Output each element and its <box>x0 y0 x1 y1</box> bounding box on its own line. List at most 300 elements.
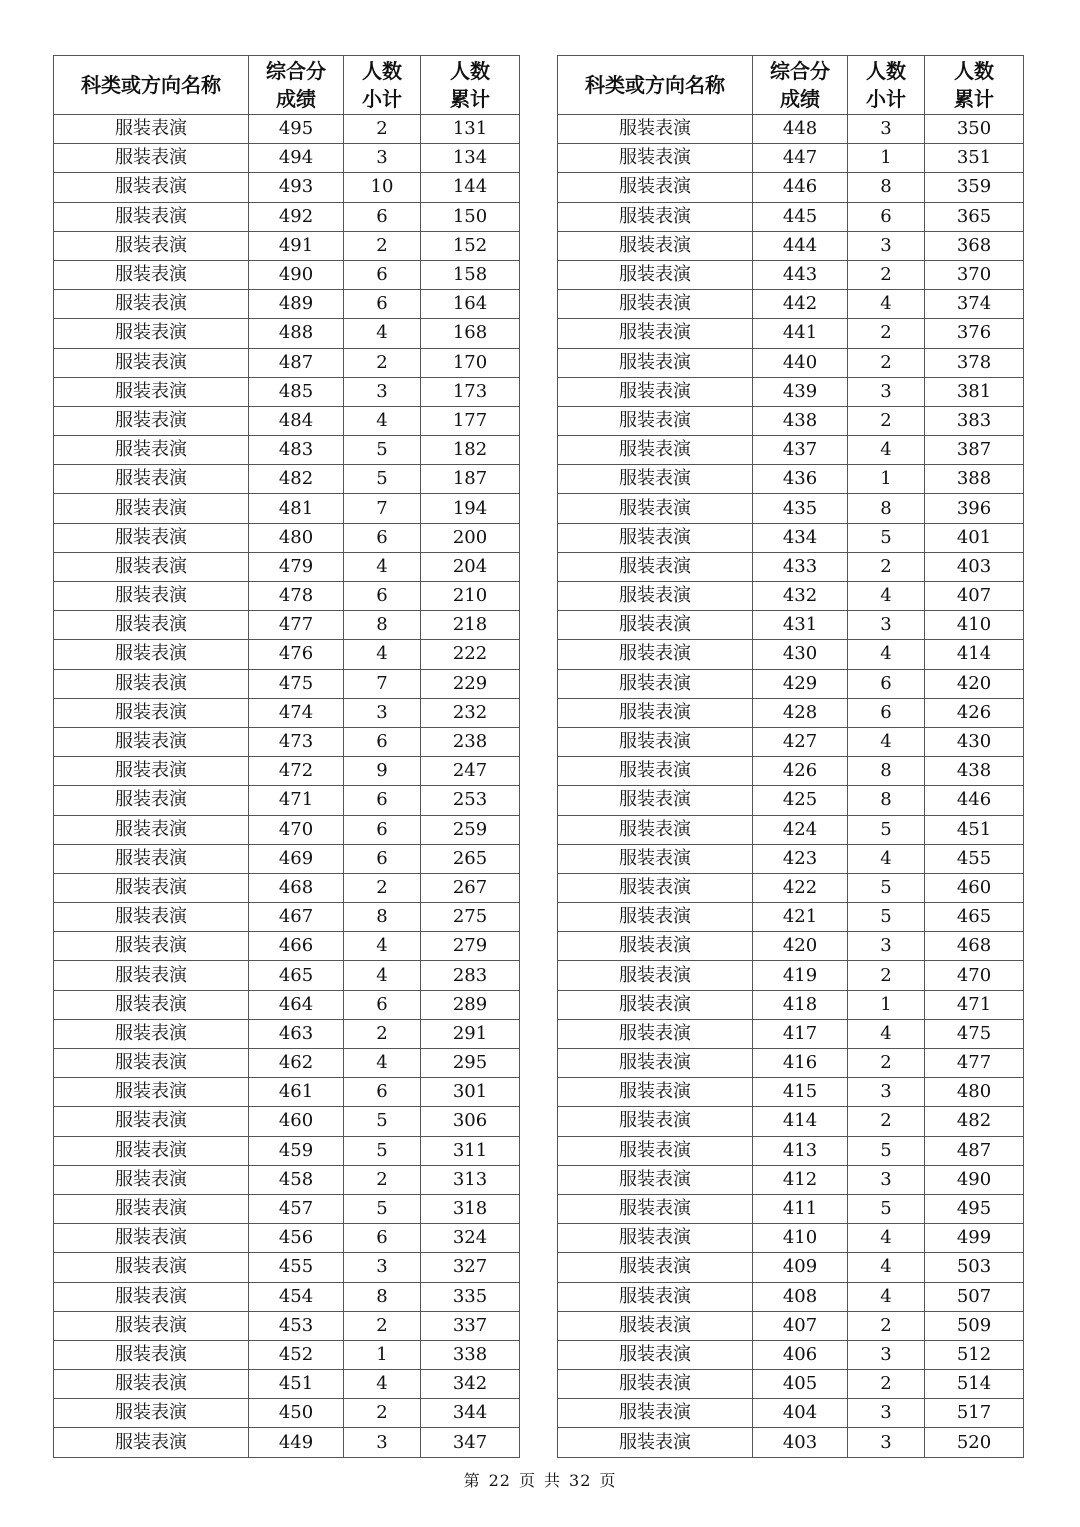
cell-count: 6 <box>344 290 421 319</box>
table-row <box>54 202 520 231</box>
cell-name: 服装表演 <box>54 1136 249 1165</box>
cell-name: 服装表演 <box>558 1282 753 1311</box>
cell-score: 484 <box>249 406 344 435</box>
cell-cumulative: 507 <box>925 1282 1024 1311</box>
cell-cumulative: 376 <box>925 319 1024 348</box>
cell-cumulative: 134 <box>421 144 520 173</box>
cell-name: 服装表演 <box>558 1311 753 1340</box>
cell-score: 430 <box>753 640 848 669</box>
cell-score: 455 <box>249 1253 344 1282</box>
table-row <box>54 465 520 494</box>
cell-score: 433 <box>753 552 848 581</box>
header-cumulative-line1: 人数 <box>450 59 490 83</box>
cell-name: 服装表演 <box>54 1078 249 1107</box>
cell-cumulative: 365 <box>925 202 1024 231</box>
cell-count: 3 <box>344 698 421 727</box>
cell-cumulative: 306 <box>421 1107 520 1136</box>
table-row <box>558 961 1024 990</box>
cell-name: 服装表演 <box>558 786 753 815</box>
cell-score: 434 <box>753 523 848 552</box>
cell-cumulative: 347 <box>421 1428 520 1457</box>
cell-count: 6 <box>344 1078 421 1107</box>
cell-count: 4 <box>848 290 925 319</box>
cell-count: 8 <box>848 173 925 202</box>
cell-cumulative: 451 <box>925 815 1024 844</box>
cell-count: 9 <box>344 757 421 786</box>
cell-name: 服装表演 <box>558 1399 753 1428</box>
cell-cumulative: 194 <box>421 494 520 523</box>
cell-score: 417 <box>753 1019 848 1048</box>
header-score-line2: 成绩 <box>276 87 316 111</box>
cell-score: 475 <box>249 669 344 698</box>
cell-cumulative: 430 <box>925 727 1024 756</box>
cell-score: 432 <box>753 582 848 611</box>
cell-cumulative: 150 <box>421 202 520 231</box>
cell-cumulative: 131 <box>421 115 520 144</box>
table-row <box>558 844 1024 873</box>
cell-name: 服装表演 <box>54 494 249 523</box>
cell-name: 服装表演 <box>558 552 753 581</box>
cell-cumulative: 210 <box>421 582 520 611</box>
cell-name: 服装表演 <box>558 231 753 260</box>
cell-cumulative: 218 <box>421 611 520 640</box>
table-row <box>54 640 520 669</box>
header-cumulative <box>925 56 1024 115</box>
cell-name: 服装表演 <box>54 1165 249 1194</box>
cell-score: 493 <box>249 173 344 202</box>
cell-score: 470 <box>249 815 344 844</box>
cell-name: 服装表演 <box>558 260 753 289</box>
cell-count: 2 <box>344 1399 421 1428</box>
table-row <box>54 319 520 348</box>
header-score <box>249 56 344 115</box>
cell-name: 服装表演 <box>558 1165 753 1194</box>
cell-count: 4 <box>848 640 925 669</box>
header-count <box>344 56 421 115</box>
table-row <box>54 1194 520 1223</box>
cell-name: 服装表演 <box>54 465 249 494</box>
table-row <box>54 611 520 640</box>
cell-score: 444 <box>753 231 848 260</box>
cell-count: 3 <box>848 1165 925 1194</box>
cell-name: 服装表演 <box>558 815 753 844</box>
cell-name: 服装表演 <box>558 290 753 319</box>
header-name: 科类或方向名称 <box>558 56 753 115</box>
cell-name: 服装表演 <box>54 260 249 289</box>
cell-count: 4 <box>344 932 421 961</box>
table-row <box>54 582 520 611</box>
cell-cumulative: 401 <box>925 523 1024 552</box>
cell-name: 服装表演 <box>54 757 249 786</box>
cell-cumulative: 517 <box>925 1399 1024 1428</box>
cell-score: 478 <box>249 582 344 611</box>
cell-cumulative: 482 <box>925 1107 1024 1136</box>
page-total: 32 <box>569 1471 592 1490</box>
cell-score: 452 <box>249 1340 344 1369</box>
cell-count: 3 <box>848 231 925 260</box>
cell-score: 467 <box>249 903 344 932</box>
header-count-line1: 人数 <box>362 59 402 83</box>
cell-count: 1 <box>848 990 925 1019</box>
table-row <box>558 990 1024 1019</box>
table-row <box>54 260 520 289</box>
cell-cumulative: 168 <box>421 319 520 348</box>
table-row <box>558 786 1024 815</box>
cell-score: 404 <box>753 1399 848 1428</box>
cell-count: 3 <box>848 1428 925 1457</box>
cell-name: 服装表演 <box>54 611 249 640</box>
header-cumulative-line2: 累计 <box>450 87 490 111</box>
footer-total-word: 共 <box>544 1471 562 1490</box>
cell-name: 服装表演 <box>54 669 249 698</box>
cell-count: 4 <box>848 436 925 465</box>
table-row <box>54 1165 520 1194</box>
cell-name: 服装表演 <box>54 1428 249 1457</box>
cell-name: 服装表演 <box>54 961 249 990</box>
cell-name: 服装表演 <box>558 640 753 669</box>
cell-count: 1 <box>344 1340 421 1369</box>
cell-name: 服装表演 <box>54 815 249 844</box>
cell-cumulative: 247 <box>421 757 520 786</box>
cell-score: 420 <box>753 932 848 961</box>
table-row <box>558 1049 1024 1078</box>
table-row <box>558 202 1024 231</box>
cell-count: 4 <box>344 1370 421 1399</box>
cell-count: 5 <box>848 815 925 844</box>
cell-count: 2 <box>848 961 925 990</box>
table-body-right <box>558 115 1024 1458</box>
cell-score: 485 <box>249 377 344 406</box>
header-cumulative <box>421 56 520 115</box>
cell-name: 服装表演 <box>54 1224 249 1253</box>
cell-count: 8 <box>344 1282 421 1311</box>
cell-cumulative: 158 <box>421 260 520 289</box>
cell-cumulative: 177 <box>421 406 520 435</box>
header-score-line1: 综合分 <box>266 59 326 83</box>
table-row <box>54 377 520 406</box>
header-score <box>753 56 848 115</box>
cell-score: 418 <box>753 990 848 1019</box>
cell-cumulative: 378 <box>925 348 1024 377</box>
table-row <box>558 1428 1024 1457</box>
cell-name: 服装表演 <box>558 698 753 727</box>
cell-score: 480 <box>249 523 344 552</box>
cell-count: 2 <box>344 231 421 260</box>
cell-count: 3 <box>344 1253 421 1282</box>
cell-score: 494 <box>249 144 344 173</box>
table-row <box>54 1253 520 1282</box>
cell-score: 424 <box>753 815 848 844</box>
cell-score: 413 <box>753 1136 848 1165</box>
cell-score: 445 <box>753 202 848 231</box>
cell-cumulative: 267 <box>421 873 520 902</box>
cell-score: 454 <box>249 1282 344 1311</box>
cell-cumulative: 253 <box>421 786 520 815</box>
cell-cumulative: 200 <box>421 523 520 552</box>
table-row <box>558 1194 1024 1223</box>
cell-score: 490 <box>249 260 344 289</box>
cell-score: 459 <box>249 1136 344 1165</box>
cell-score: 405 <box>753 1370 848 1399</box>
cell-count: 2 <box>344 1311 421 1340</box>
table-row <box>54 990 520 1019</box>
cell-score: 481 <box>249 494 344 523</box>
cell-cumulative: 475 <box>925 1019 1024 1048</box>
cell-cumulative: 370 <box>925 260 1024 289</box>
cell-cumulative: 471 <box>925 990 1024 1019</box>
cell-score: 407 <box>753 1311 848 1340</box>
score-table-left <box>53 55 520 1458</box>
header-cumulative-line1: 人数 <box>954 59 994 83</box>
cell-cumulative: 359 <box>925 173 1024 202</box>
cell-cumulative: 351 <box>925 144 1024 173</box>
cell-score: 410 <box>753 1224 848 1253</box>
table-row <box>54 727 520 756</box>
cell-count: 4 <box>848 1282 925 1311</box>
table-row <box>558 1311 1024 1340</box>
cell-score: 462 <box>249 1049 344 1078</box>
cell-count: 8 <box>848 494 925 523</box>
cell-count: 7 <box>344 494 421 523</box>
cell-count: 6 <box>344 727 421 756</box>
cell-count: 6 <box>344 523 421 552</box>
cell-score: 441 <box>753 319 848 348</box>
cell-name: 服装表演 <box>558 669 753 698</box>
cell-cumulative: 495 <box>925 1194 1024 1223</box>
cell-score: 464 <box>249 990 344 1019</box>
cell-score: 495 <box>249 115 344 144</box>
table-row <box>54 552 520 581</box>
cell-cumulative: 265 <box>421 844 520 873</box>
cell-cumulative: 324 <box>421 1224 520 1253</box>
cell-name: 服装表演 <box>558 319 753 348</box>
cell-score: 416 <box>753 1049 848 1078</box>
cell-name: 服装表演 <box>54 844 249 873</box>
table-row <box>54 1224 520 1253</box>
cell-cumulative: 182 <box>421 436 520 465</box>
table-row <box>558 552 1024 581</box>
cell-count: 8 <box>848 786 925 815</box>
cell-score: 483 <box>249 436 344 465</box>
cell-cumulative: 403 <box>925 552 1024 581</box>
cell-score: 446 <box>753 173 848 202</box>
cell-cumulative: 520 <box>925 1428 1024 1457</box>
cell-name: 服装表演 <box>558 611 753 640</box>
table-row <box>558 1078 1024 1107</box>
cell-name: 服装表演 <box>558 1224 753 1253</box>
cell-name: 服装表演 <box>558 144 753 173</box>
table-row <box>54 115 520 144</box>
cell-count: 2 <box>344 115 421 144</box>
cell-count: 2 <box>848 348 925 377</box>
cell-cumulative: 503 <box>925 1253 1024 1282</box>
cell-count: 5 <box>848 1136 925 1165</box>
cell-cumulative: 426 <box>925 698 1024 727</box>
cell-count: 7 <box>344 669 421 698</box>
table-row <box>558 115 1024 144</box>
cell-cumulative: 468 <box>925 932 1024 961</box>
header-count-line1: 人数 <box>866 59 906 83</box>
cell-cumulative: 152 <box>421 231 520 260</box>
cell-count: 3 <box>344 144 421 173</box>
cell-name: 服装表演 <box>54 115 249 144</box>
cell-score: 431 <box>753 611 848 640</box>
cell-score: 473 <box>249 727 344 756</box>
cell-score: 436 <box>753 465 848 494</box>
cell-score: 477 <box>249 611 344 640</box>
table-row <box>558 757 1024 786</box>
cell-count: 2 <box>848 319 925 348</box>
table-row <box>558 1224 1024 1253</box>
cell-cumulative: 295 <box>421 1049 520 1078</box>
table-row <box>54 1078 520 1107</box>
table-row <box>558 1370 1024 1399</box>
table-row <box>54 1399 520 1428</box>
table-row <box>558 173 1024 202</box>
table-row <box>558 1253 1024 1282</box>
cell-score: 468 <box>249 873 344 902</box>
cell-count: 1 <box>848 465 925 494</box>
table-row <box>558 611 1024 640</box>
cell-cumulative: 342 <box>421 1370 520 1399</box>
cell-count: 3 <box>344 1428 421 1457</box>
table-row <box>54 903 520 932</box>
table-row <box>558 1019 1024 1048</box>
table-row <box>558 406 1024 435</box>
cell-cumulative: 438 <box>925 757 1024 786</box>
cell-count: 6 <box>344 582 421 611</box>
table-row <box>558 348 1024 377</box>
cell-name: 服装表演 <box>558 1136 753 1165</box>
cell-cumulative: 487 <box>925 1136 1024 1165</box>
table-row <box>558 932 1024 961</box>
score-table-right <box>557 55 1024 1458</box>
cell-cumulative: 259 <box>421 815 520 844</box>
table-row <box>54 494 520 523</box>
cell-count: 5 <box>344 1107 421 1136</box>
cell-cumulative: 407 <box>925 582 1024 611</box>
footer-suffix: 页 <box>599 1471 617 1490</box>
cell-count: 6 <box>848 698 925 727</box>
cell-count: 6 <box>848 669 925 698</box>
cell-name: 服装表演 <box>558 932 753 961</box>
header-count-line2: 小计 <box>866 87 906 111</box>
cell-count: 4 <box>344 552 421 581</box>
table-row <box>54 1107 520 1136</box>
table-row <box>54 669 520 698</box>
table-row <box>558 319 1024 348</box>
cell-cumulative: 283 <box>421 961 520 990</box>
table-row <box>558 1136 1024 1165</box>
cell-score: 491 <box>249 231 344 260</box>
cell-cumulative: 279 <box>421 932 520 961</box>
cell-score: 440 <box>753 348 848 377</box>
cell-name: 服装表演 <box>558 1019 753 1048</box>
cell-count: 5 <box>848 873 925 902</box>
cell-name: 服装表演 <box>558 990 753 1019</box>
cell-cumulative: 512 <box>925 1340 1024 1369</box>
cell-count: 1 <box>848 144 925 173</box>
cell-score: 474 <box>249 698 344 727</box>
cell-count: 3 <box>848 932 925 961</box>
cell-count: 2 <box>848 1049 925 1078</box>
cell-score: 437 <box>753 436 848 465</box>
cell-name: 服装表演 <box>558 582 753 611</box>
table-row <box>558 290 1024 319</box>
cell-name: 服装表演 <box>54 1107 249 1136</box>
cell-cumulative: 291 <box>421 1019 520 1048</box>
table-row <box>54 873 520 902</box>
cell-count: 5 <box>344 1136 421 1165</box>
cell-count: 6 <box>344 815 421 844</box>
cell-count: 3 <box>848 377 925 406</box>
cell-score: 447 <box>753 144 848 173</box>
table-row <box>558 903 1024 932</box>
cell-score: 489 <box>249 290 344 319</box>
cell-count: 3 <box>344 377 421 406</box>
cell-score: 456 <box>249 1224 344 1253</box>
cell-score: 423 <box>753 844 848 873</box>
table-row <box>558 640 1024 669</box>
cell-cumulative: 313 <box>421 1165 520 1194</box>
cell-name: 服装表演 <box>558 1370 753 1399</box>
cell-score: 419 <box>753 961 848 990</box>
cell-count: 10 <box>344 173 421 202</box>
cell-name: 服装表演 <box>54 698 249 727</box>
cell-cumulative: 374 <box>925 290 1024 319</box>
cell-count: 2 <box>848 1311 925 1340</box>
cell-score: 428 <box>753 698 848 727</box>
cell-cumulative: 311 <box>421 1136 520 1165</box>
cell-name: 服装表演 <box>558 873 753 902</box>
cell-name: 服装表演 <box>54 231 249 260</box>
cell-score: 457 <box>249 1194 344 1223</box>
cell-cumulative: 509 <box>925 1311 1024 1340</box>
cell-count: 4 <box>848 1253 925 1282</box>
table-row <box>54 1049 520 1078</box>
cell-name: 服装表演 <box>54 932 249 961</box>
table-row <box>558 1340 1024 1369</box>
cell-cumulative: 232 <box>421 698 520 727</box>
cell-score: 427 <box>753 727 848 756</box>
table-row <box>54 1136 520 1165</box>
cell-count: 5 <box>344 1194 421 1223</box>
table-row <box>558 873 1024 902</box>
cell-score: 479 <box>249 552 344 581</box>
cell-count: 3 <box>848 1078 925 1107</box>
cell-count: 5 <box>848 523 925 552</box>
cell-count: 4 <box>848 844 925 873</box>
cell-score: 450 <box>249 1399 344 1428</box>
cell-name: 服装表演 <box>54 1399 249 1428</box>
cell-score: 409 <box>753 1253 848 1282</box>
cell-name: 服装表演 <box>54 990 249 1019</box>
table-row <box>54 1019 520 1048</box>
cell-score: 463 <box>249 1019 344 1048</box>
cell-score: 406 <box>753 1340 848 1369</box>
cell-score: 403 <box>753 1428 848 1457</box>
cell-cumulative: 222 <box>421 640 520 669</box>
cell-count: 4 <box>848 1019 925 1048</box>
table-row <box>54 1311 520 1340</box>
cell-score: 476 <box>249 640 344 669</box>
table-row <box>558 231 1024 260</box>
cell-name: 服装表演 <box>54 1311 249 1340</box>
cell-name: 服装表演 <box>558 115 753 144</box>
cell-name: 服装表演 <box>558 757 753 786</box>
cell-count: 3 <box>848 115 925 144</box>
cell-score: 448 <box>753 115 848 144</box>
